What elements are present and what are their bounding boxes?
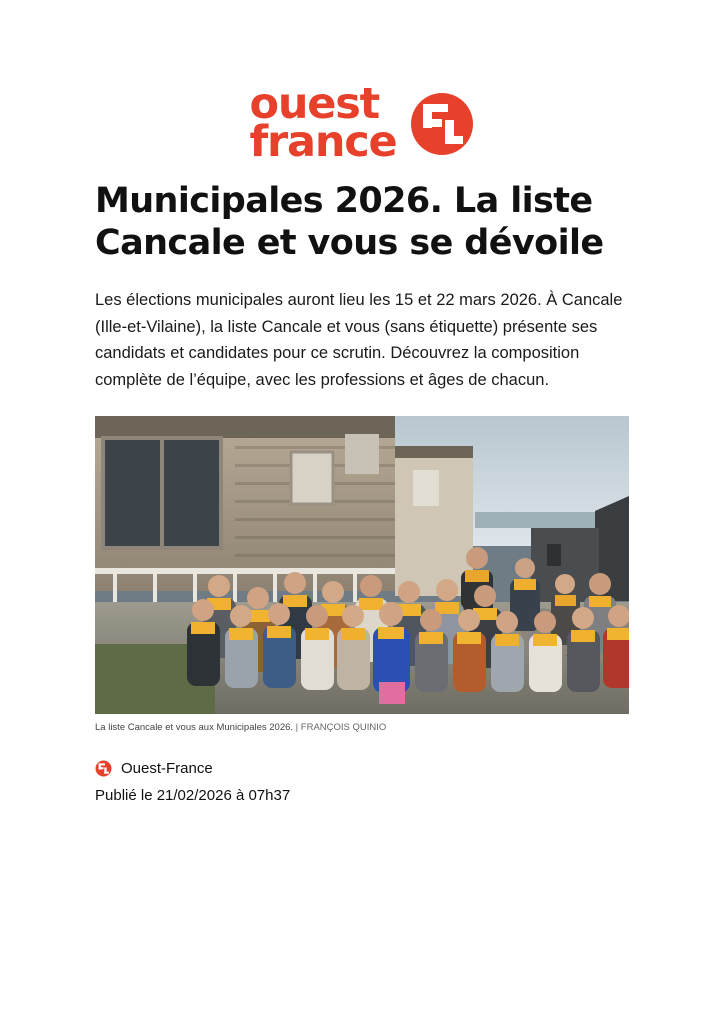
logo-line-1: ouest [249,79,379,129]
figure-caption [95,721,629,734]
ouest-france-logo[interactable] [249,79,475,167]
published-date: Publié le 21/02/2026 à 07h37 [95,787,291,805]
article-photo [95,416,629,714]
article-standfirst: Les élections municipales auront lieu les 15 et 22 mars 2026. À Cancale (Ille-et-Vilaine), la liste Cancale et vous (sans étiquette) présente ses candidats et candidates pour ce scrutin. Découvrez la composition complète de l’équipe, avec les professions et âges de chacun. [95,291,623,390]
page-title: Municipales 2026. La liste Cancale et vous se dévoile [95,180,604,264]
article-figure [95,416,629,734]
logo-wordmark [249,79,397,167]
ouest-france-mark-icon [409,91,475,157]
figure-caption-separator: | [293,721,301,733]
figure-credit: FRANÇOIS QUINIO [300,721,387,733]
byline-source-name: Ouest-France [121,760,213,778]
logo-line-2: france [249,116,397,167]
byline-source [95,760,629,777]
figure-caption-text: La liste Cancale et vous aux Municipales 2026. [95,721,294,733]
ouest-france-mark-icon [95,760,112,777]
masthead [0,0,724,172]
byline [95,760,629,804]
